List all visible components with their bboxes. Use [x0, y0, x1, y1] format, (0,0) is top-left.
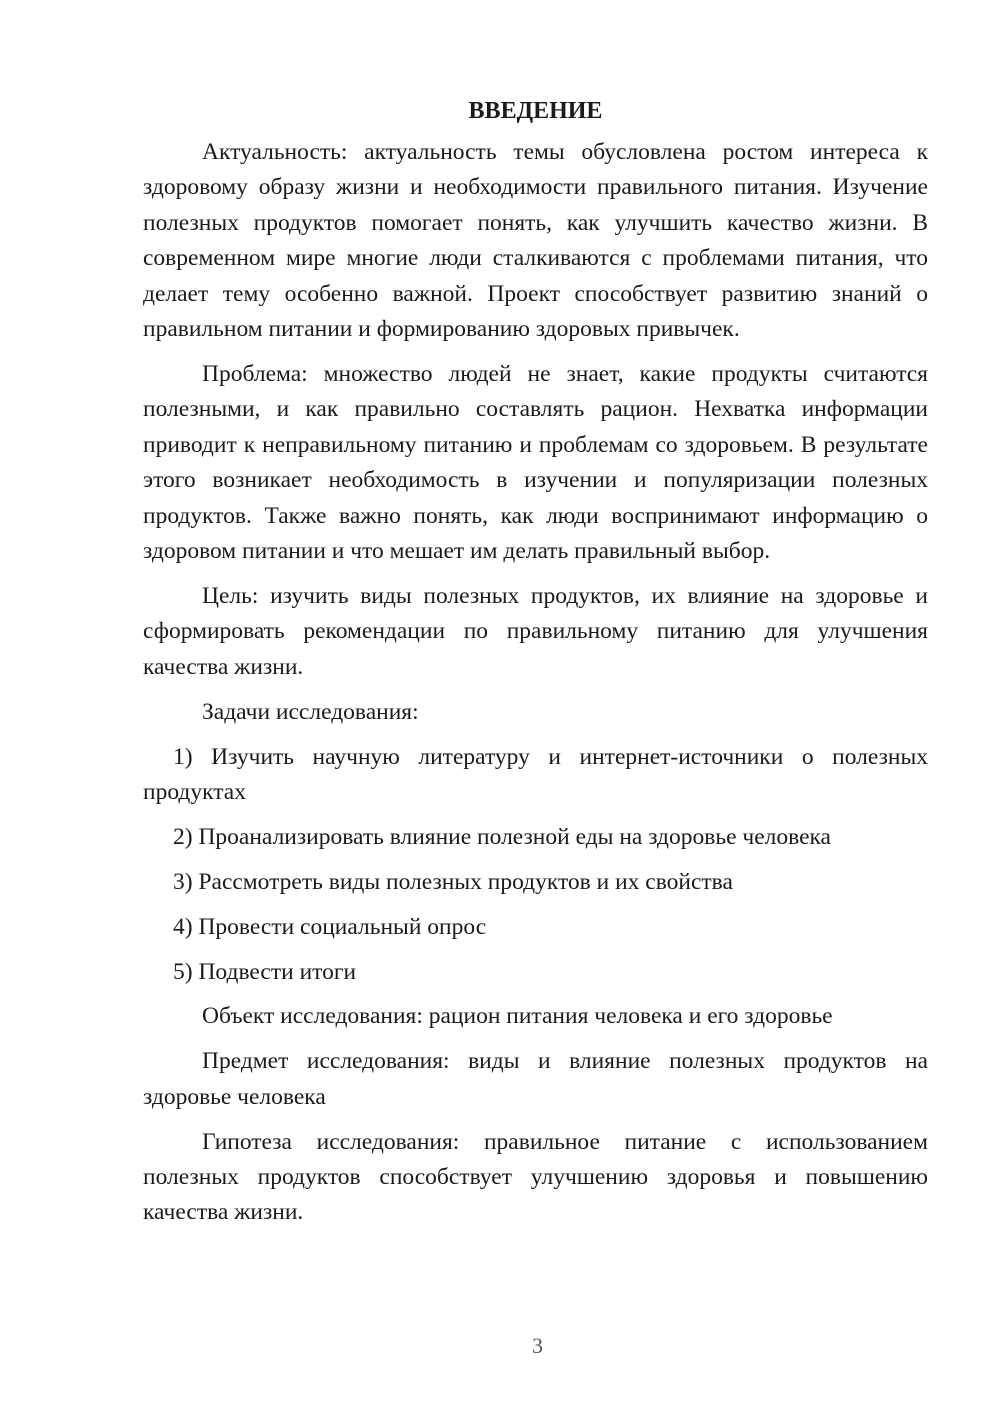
- problem-paragraph: Проблема: множество людей не знает, какие продукты считаются полезными, и как правильно составлять рацион. Нехватка информации приводит к неправильному питанию и проблемам со здоровьем. В результате этого возникает необходимость в изучении и популяризации полезных продуктов. Также важно понять, как люди воспринимают информацию о здоровом питании и что мешает им делать правильный выбор.: [143, 360, 928, 564]
- task-item-2: 2) Проанализировать влияние полезной еды на здоровье человека: [173, 823, 831, 850]
- goal-paragraph: Цель: изучить виды полезных продуктов, их влияние на здоровье и сформировать рекомендации по правильному питанию для улучшения качества жизни.: [143, 582, 928, 680]
- hypothesis-paragraph: Гипотеза исследования: правильное питание с использованием полезных продуктов способствует улучшению здоровья и повышению качества жизни.: [143, 1128, 928, 1226]
- page-body: [143, 94, 928, 1240]
- page-number: 3: [532, 1333, 543, 1358]
- task-item-3: 3) Рассмотреть виды полезных продуктов и их свойства: [173, 868, 733, 895]
- task-item-4: 4) Провести социальный опрос: [173, 913, 487, 940]
- relevance-paragraph: Актуальность: актуальность темы обусловлена ростом интереса к здоровому образу жизни и необходимости правильного питания. Изучение полезных продуктов помогает понять, как улучшить качество жизни. В современном мире многие люди сталкиваются с проблемами питания, что делает тему особенно важной. Проект способствует развитию знаний о правильном питании и формированию здоровых привычек.: [143, 139, 928, 343]
- task-item-1: 1) Изучить научную литературу и интернет-источники о полезных продуктах: [143, 743, 928, 805]
- task-item-5: 5) Подвести итоги: [173, 958, 357, 985]
- subject-paragraph: Предмет исследования: виды и влияние полезных продуктов на здоровье человека: [143, 1048, 928, 1110]
- tasks-title: Задачи исследования:: [202, 698, 419, 725]
- object-paragraph: Объект исследования: рацион питания человека и его здоровье: [202, 1003, 833, 1030]
- page-title: ВВЕДЕНИЕ: [468, 98, 603, 124]
